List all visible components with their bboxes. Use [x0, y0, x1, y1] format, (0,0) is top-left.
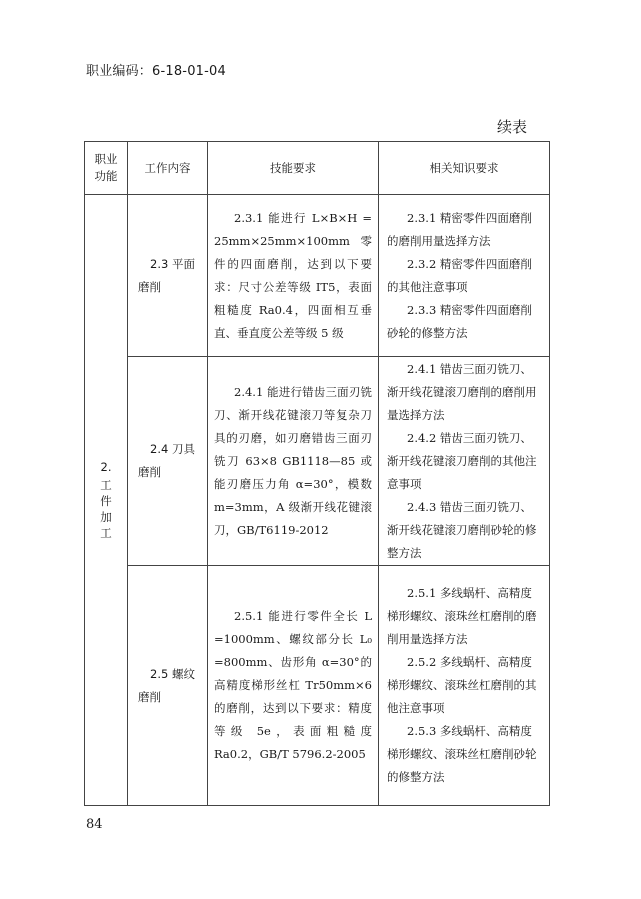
table-row — [85, 195, 550, 357]
header-knowledge: 相关知识要求 — [379, 142, 550, 195]
knowledge-item: 2.5.1 多线蜗杆、高精度梯形螺纹、滚珠丝杠磨削的磨削用量选择方法 — [387, 586, 537, 646]
table-row — [85, 566, 550, 806]
function-number: 2. — [100, 460, 112, 474]
knowledge-item: 2.5.2 多线蜗杆、高精度梯形螺纹、滚珠丝杠磨削的其他注意事项 — [387, 655, 537, 715]
knowledge-cell — [379, 195, 550, 357]
work-content-cell: 2.4 刀具磨削 — [128, 357, 208, 566]
function-name: 工件加工 — [100, 478, 112, 540]
header-skill: 技能要求 — [208, 142, 379, 195]
knowledge-item: 2.3.1 精密零件四面磨削的磨削用量选择方法 — [387, 210, 532, 248]
table-header-row — [85, 142, 550, 195]
function-cell — [85, 195, 128, 806]
page-number: 84 — [86, 817, 103, 832]
knowledge-item: 2.4.1 错齿三面刃铣刀、渐开线花键滚刀磨削的磨削用量选择方法 — [387, 361, 537, 422]
knowledge-cell — [379, 566, 550, 806]
skill-cell: 2.3.1 能进行 L×B×H = 25mm×25mm×100mm 零件的四面磨削，达到以下要求：尺寸公差等级 IT5，表面粗糙度 Ra0.4，四面相互垂直、垂直度公差等级 5 级 — [208, 195, 379, 357]
work-content-cell: 2.5 螺纹磨削 — [128, 566, 208, 806]
skill-cell: 2.5.1 能进行零件全长 L =1000mm、螺纹部分长 L₀ =800mm、齿形角 α=30°的高精度梯形丝杠 Tr50mm×6 的磨削，达到以下要求：精度等级 5e，表面粗糙度 Ra0.2，GB/T 5796.2-2005 — [208, 566, 379, 806]
header-work-content: 工作内容 — [128, 142, 208, 195]
table-row — [85, 357, 550, 566]
knowledge-item: 2.4.2 错齿三面刃铣刀、渐开线花键滚刀磨削的其他注意事项 — [387, 430, 537, 491]
continued-label: 续表 — [497, 118, 528, 136]
occupation-code: 职业编码：6-18-01-04 — [86, 64, 226, 79]
knowledge-item: 2.3.2 精密零件四面磨削的其他注意事项 — [387, 256, 532, 294]
header-function: 职业功能 — [85, 142, 128, 195]
skill-requirements-table — [84, 141, 550, 806]
skill-cell: 2.4.1 能进行错齿三面刃铣刀、渐开线花键滚刀等复杂刀具的刃磨，如刃磨错齿三面刃铣刀 63×8 GB1118—85 或能刃磨压力角 α=30°，模数 m=3mm，A 级渐开线花键滚刀，GB/T6119-2012 — [208, 357, 379, 566]
knowledge-item: 2.5.3 多线蜗杆、高精度梯形螺纹、滚珠丝杠磨削砂轮的修整方法 — [387, 724, 537, 784]
knowledge-item: 2.3.3 精密零件四面磨削砂轮的修整方法 — [387, 302, 532, 340]
work-content-cell: 2.3 平面磨削 — [128, 195, 208, 357]
knowledge-cell — [379, 357, 550, 566]
knowledge-item: 2.4.3 错齿三面刃铣刀、渐开线花键滚刀磨削砂轮的修整方法 — [387, 499, 537, 560]
